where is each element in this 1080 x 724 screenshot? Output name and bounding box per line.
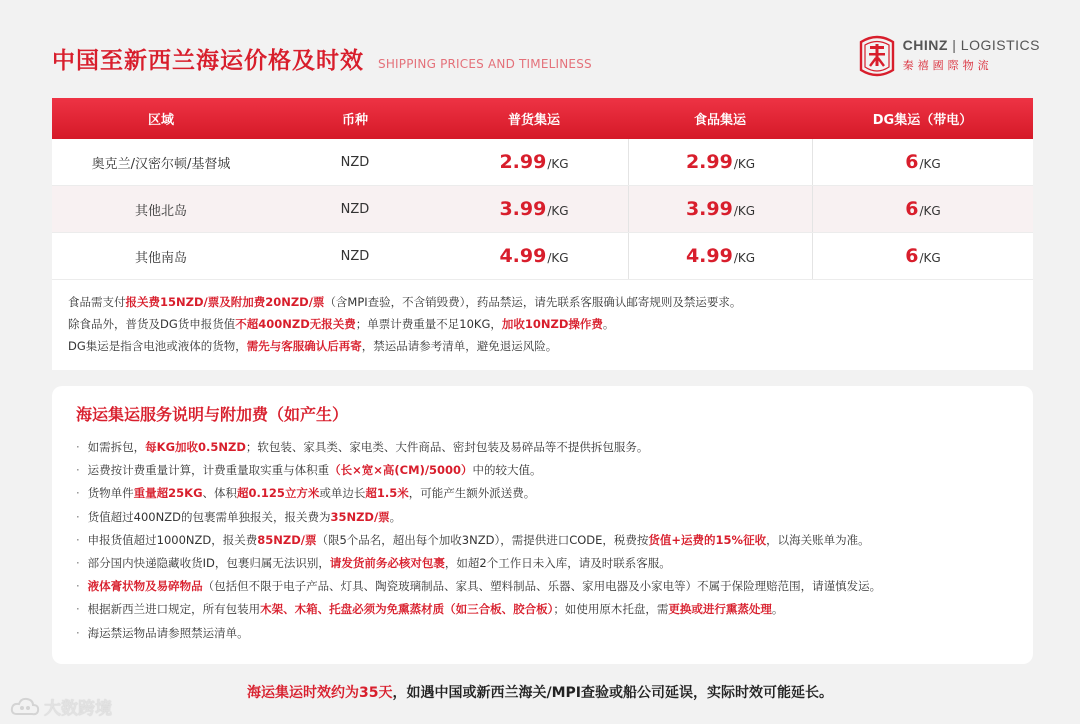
list-item: · 部分国内快递隐藏收货ID，包裹归属无法识别，请发货前务必核对包裹，如超2个工作日未入库，请及时联系客服。	[76, 556, 671, 571]
dg-price-cell: 6 /KG	[812, 233, 1033, 279]
list-item: · 运费按计费重量计算，计费重量取实重与体积重（长×宽×高(CM)/5000）中的较大值。	[76, 463, 542, 478]
region-cell: 奥克兰/汉密尔顿/基督城	[91, 156, 231, 172]
price-table-card	[52, 98, 1033, 370]
list-item: · 海运禁运物品请参照禁运清单。	[76, 625, 249, 640]
list-item: · 如需拆包，每KG加收0.5NZD；软包装、家具类、家电类、大件商品、密封包装及易碎品等不提供拆包服务。	[76, 440, 649, 454]
header-food: 食品集运	[693, 113, 746, 128]
region-cell: 其他北岛	[134, 203, 187, 219]
service-title: 海运集运服务说明与附加费（如产生）	[76, 405, 349, 424]
currency-cell: NZD	[340, 201, 370, 217]
general-price-cell: 2.99 /KG	[499, 151, 569, 173]
list-item: · 货物单件重量超25KG、体积超0.125立方米或单边长超1.5米，可能产生额外派送费。	[76, 486, 536, 501]
dg-price-cell: 6 /KG	[812, 139, 1033, 185]
company-logo	[857, 30, 1040, 80]
header-currency: 币种	[341, 113, 368, 128]
general-price-cell: 3.99 /KG	[499, 198, 569, 220]
footer-note: 海运集运时效约为35天，如遇中国或新西兰海关/MPI查验或船公司延误，实际时效可能延长。	[247, 685, 833, 701]
page-subtitle: SHIPPING PRICES AND TIMELINESS	[378, 57, 592, 71]
list-item: · 申报货值超过1000NZD，报关费85NZD/票（限5个品名，超出每个加收3NZD），需提供进口CODE，税费按货值+运费的15%征收，以海关账单为准。	[76, 532, 870, 547]
logo-english-name: CHINZ | LOGISTICS	[902, 37, 1040, 53]
region-cell: 其他南岛	[134, 250, 187, 266]
table-notes	[52, 280, 1033, 357]
watermark-text: 大数跨境	[44, 699, 112, 719]
dg-price-cell: 6 /KG	[812, 186, 1033, 232]
list-item: · 货值超过400NZD的包裹需单独报关，报关费为35NZD/票。	[76, 509, 402, 524]
page-header	[52, 42, 592, 75]
currency-cell: NZD	[340, 154, 370, 170]
list-item: · 液体膏状物及易碎物品（包括但不限于电子产品、灯具、陶瓷玻璃制品、家具、塑料制品、乐器、家用电器及小家电等）不属于保险理赔范围，请谨慎发运。	[76, 579, 882, 594]
page-title: 中国至新西兰海运价格及时效	[52, 48, 364, 74]
currency-cell: NZD	[340, 248, 370, 264]
service-card	[52, 386, 1033, 664]
food-price-cell: 4.99 /KG	[628, 233, 812, 279]
general-price-cell: 4.99 /KG	[499, 245, 569, 267]
food-price-cell: 2.99 /KG	[628, 139, 812, 185]
list-item: · 根据新西兰进口规定，所有包装用木架、木箱、托盘必须为免熏蒸材质（如三合板、胶合板）；如使用原木托盘，需更换或进行熏蒸处理。	[76, 602, 784, 617]
table-row	[52, 233, 1033, 280]
header-dg: DG集运（带电）	[872, 113, 973, 128]
note-line: 食品需支付报关费15NZD/票及附加费20NZD/票（含MPI查验，不含销毁费），药品禁运，请先联系客服确认邮寄规则及禁运要求。	[68, 295, 742, 309]
logo-chinese-name: 秦禧國際物流	[902, 59, 993, 72]
watermark	[10, 694, 112, 719]
cloud-icon	[10, 696, 40, 718]
header-general: 普货集运	[507, 113, 560, 128]
seal-icon	[857, 30, 897, 80]
header-region: 区域	[147, 113, 174, 128]
note-line: DG集运是指含电池或液体的货物，需先与客服确认后再寄，禁运品请参考清单，避免退运风险。	[68, 339, 558, 353]
table-row	[52, 139, 1033, 186]
table-header	[52, 98, 1033, 139]
table-row	[52, 186, 1033, 233]
note-line: 除食品外，普货及DG货申报货值不超400NZD无报关费；单票计费重量不足10KG，加收10NZD操作费。	[68, 317, 615, 331]
food-price-cell: 3.99 /KG	[628, 186, 812, 232]
